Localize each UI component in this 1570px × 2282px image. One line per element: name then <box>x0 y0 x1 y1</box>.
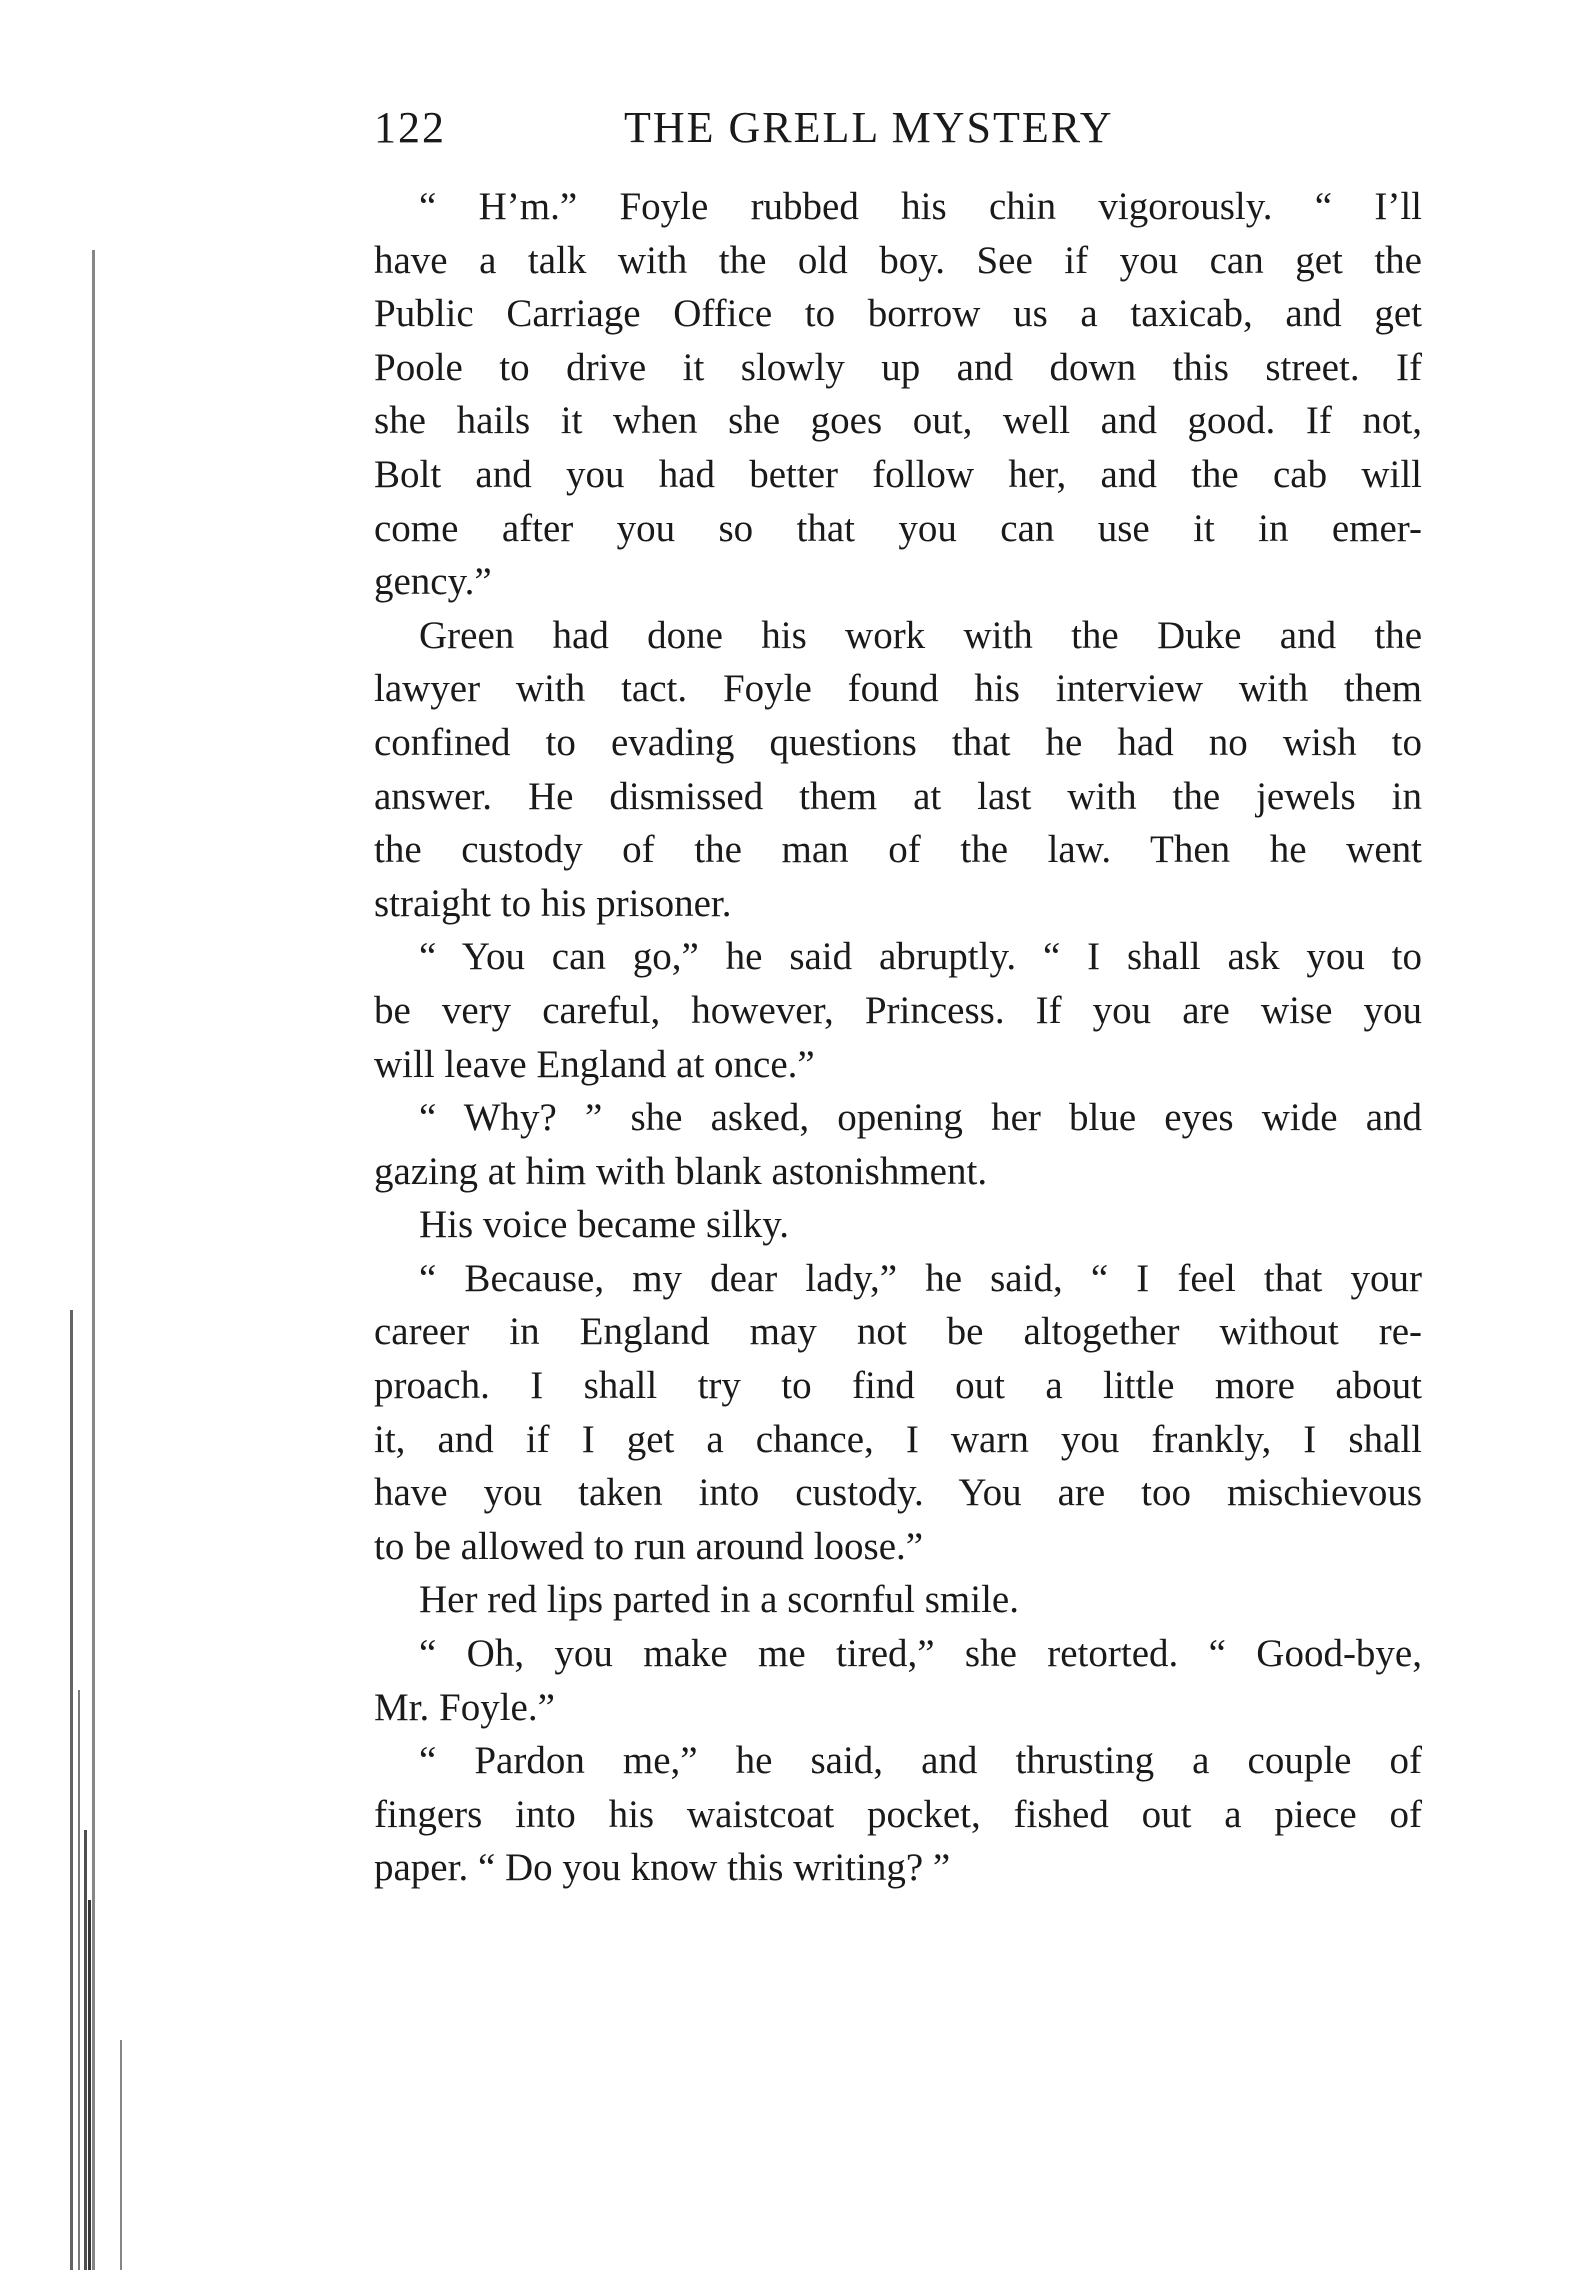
text-line: Public Carriage Office to borrow us a taxicab, and get <box>374 292 1422 336</box>
text-line: she hails it when she goes out, well and good. If not, <box>374 399 1422 443</box>
text-line: “ Pardon me,” he said, and thrusting a couple of <box>419 1739 1422 1783</box>
text-line: have a talk with the old boy. See if you can get the <box>374 238 1422 282</box>
text-line: Mr. Foyle.” <box>374 1685 555 1729</box>
text-line: will leave England at once.” <box>374 1042 815 1086</box>
text-line: Poole to drive it slowly up and down this street. If <box>374 345 1422 389</box>
text-line: Bolt and you had better follow her, and the cab will <box>374 452 1422 496</box>
text-line: it, and if I get a chance, I warn you frankly, I shall <box>374 1417 1422 1461</box>
text-line: “ You can go,” he said abruptly. “ I shall ask you to <box>419 935 1422 979</box>
binding-edge-line <box>84 1830 87 2270</box>
text-line: “ H’m.” Foyle rubbed his chin vigorously. “ I’ll <box>419 185 1422 228</box>
text-line: confined to evading questions that he had no wish to <box>374 720 1422 764</box>
text-line: come after you so that you can use it in emer- <box>374 506 1422 550</box>
page-number: 122 <box>374 103 446 152</box>
text-line: “ Why? ” she asked, opening her blue eyes wide and <box>419 1096 1422 1140</box>
page-header <box>374 102 1174 162</box>
binding-edge-line <box>92 250 95 2270</box>
running-title: THE GRELL MYSTERY <box>624 103 1114 152</box>
binding-edge-line <box>78 1690 80 2270</box>
text-line: gazing at him with blank astonishment. <box>374 1149 988 1193</box>
binding-edge-line <box>70 1310 73 2270</box>
text-line: lawyer with tact. Foyle found his interview with them <box>374 667 1422 711</box>
text-line: the custody of the man of the law. Then he went <box>374 828 1422 872</box>
text-line: answer. He dismissed them at last with the jewels in <box>374 774 1422 818</box>
body-text <box>374 180 1422 1895</box>
text-line: gency.” <box>374 560 492 604</box>
text-line: fingers into his waistcoat pocket, fished out a piece of <box>374 1792 1422 1836</box>
text-line: to be allowed to run around loose.” <box>374 1524 924 1568</box>
text-line: His voice became silky. <box>419 1203 790 1247</box>
binding-edge-line <box>120 2040 122 2270</box>
text-line: straight to his prisoner. <box>374 881 732 925</box>
text-line: be very careful, however, Princess. If you are wise you <box>374 988 1422 1032</box>
binding-edge-line <box>88 1900 91 2270</box>
text-line: career in England may not be altogether without re- <box>374 1310 1422 1354</box>
text-line: proach. I shall try to find out a little more about <box>374 1364 1422 1408</box>
text-line: paper. “ Do you know this writing? ” <box>374 1846 951 1890</box>
text-line: Green had done his work with the Duke and the <box>419 613 1422 657</box>
text-line: Her red lips parted in a scornful smile. <box>419 1578 1019 1622</box>
text-line: have you taken into custody. You are too mischievous <box>374 1471 1422 1515</box>
text-line: “ Oh, you make me tired,” she retorted. “ Good-bye, <box>419 1632 1422 1676</box>
text-line: “ Because, my dear lady,” he said, “ I feel that your <box>419 1256 1422 1300</box>
